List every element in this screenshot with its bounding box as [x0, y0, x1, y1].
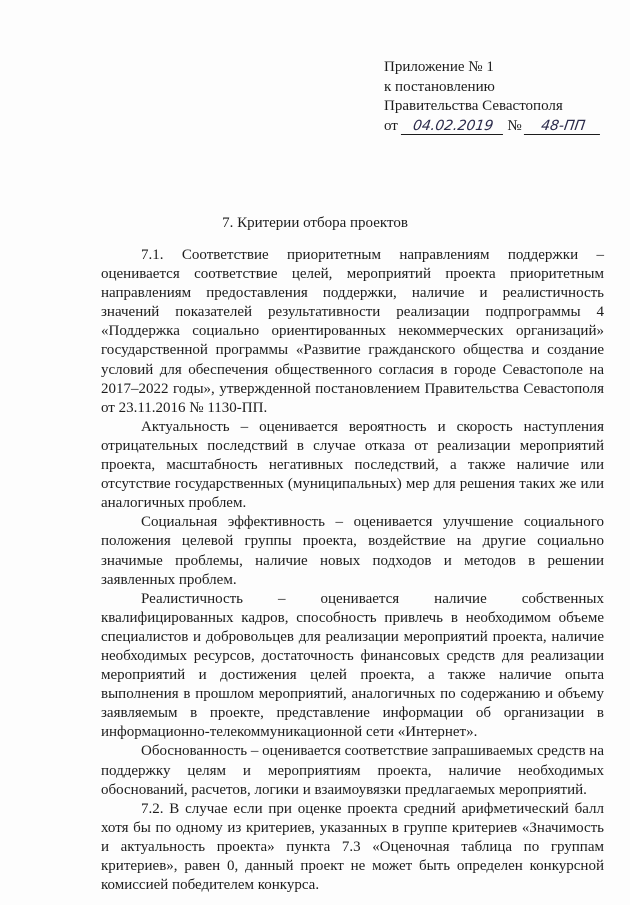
appendix-label: Приложение № 1 — [384, 59, 494, 75]
resolution-label: к постановлению — [384, 78, 495, 95]
paragraph-7-2: 7.2. В случае если при оценке проекта средний арифметический балл хотя бы по одному из критериев, указанных в группе критериев «Значимость и актуальность проекта» пункта 7.3 «Оценочная таблица по группам критериев», равен 0, данный проект не может быть определен конкурсной комиссией победителем конкурса. — [101, 800, 604, 894]
paragraph-relevance: Актуальность – оценивается вероятность и скорость наступления отрицательных последствий в случае отказа от реализации мероприятий проекта, масштабность негативных последствий, а также наличие или отсутствие государственных (муниципальных) мер для решения таких же или аналогичных проблем. — [101, 418, 604, 512]
appendix-header — [384, 58, 614, 136]
paragraph-realism: Реалистичность – оценивается наличие собственных квалифицированных кадров, способность привлечь в необходимом объеме специалистов и добровольцев для реализации мероприятий проекта, наличие необходимых ресурсов, достаточность финансовых средств для реализации мероприятий и достижения целей проекта, а также наличие опыта выполнения в прошлом мероприятий, аналогичных по содержанию и объему заявляемым в проекте, представление информации об организации в информационно-телекоммуникационной сети «Интернет». — [101, 590, 604, 741]
handwritten-number: 48-ПП — [524, 119, 602, 135]
section-title: 7. Критерии отбора проектов — [222, 215, 408, 231]
date-prefix: от — [384, 117, 398, 134]
document-body — [101, 246, 604, 895]
handwritten-date: 04.02.2019 — [400, 119, 504, 135]
date-number-line — [384, 117, 614, 137]
paragraph-7-1: 7.1. Соответствие приоритетным направлениям поддержки – оценивается соответствие целей, мероприятий проекта приоритетным направлениям предоставления поддержки, наличие и реалистичность значений показателей результативности реализации подпрограммы 4 «Поддержка социально ориентированных некоммерческих организаций» государственной программы «Развитие гражданского общества и создание условий для обеспечения общественного согласия в городе Севастополе на 2017–2022 годы», утвержденной постановлением Правительства Севастополя от 23.11.2016 № 1130-ПП. — [101, 247, 604, 416]
paragraph-social-efficiency: Социальная эффективность – оценивается улучшение социального положения целевой группы проекта, воздействие на другие социально значимые проблемы, наличие новых подходов и методов в решении заявленных проблем. — [101, 514, 604, 588]
number-prefix: № — [507, 117, 522, 134]
paragraph-validity: Обоснованность – оценивается соответствие запрашиваемых средств на поддержку целям и мероприятиям проекта, наличие необходимых обоснований, расчетов, логики и взаимоувязки предлагаемых мероприятий. — [101, 743, 604, 798]
government-label: Правительства Севастополя — [384, 98, 563, 114]
